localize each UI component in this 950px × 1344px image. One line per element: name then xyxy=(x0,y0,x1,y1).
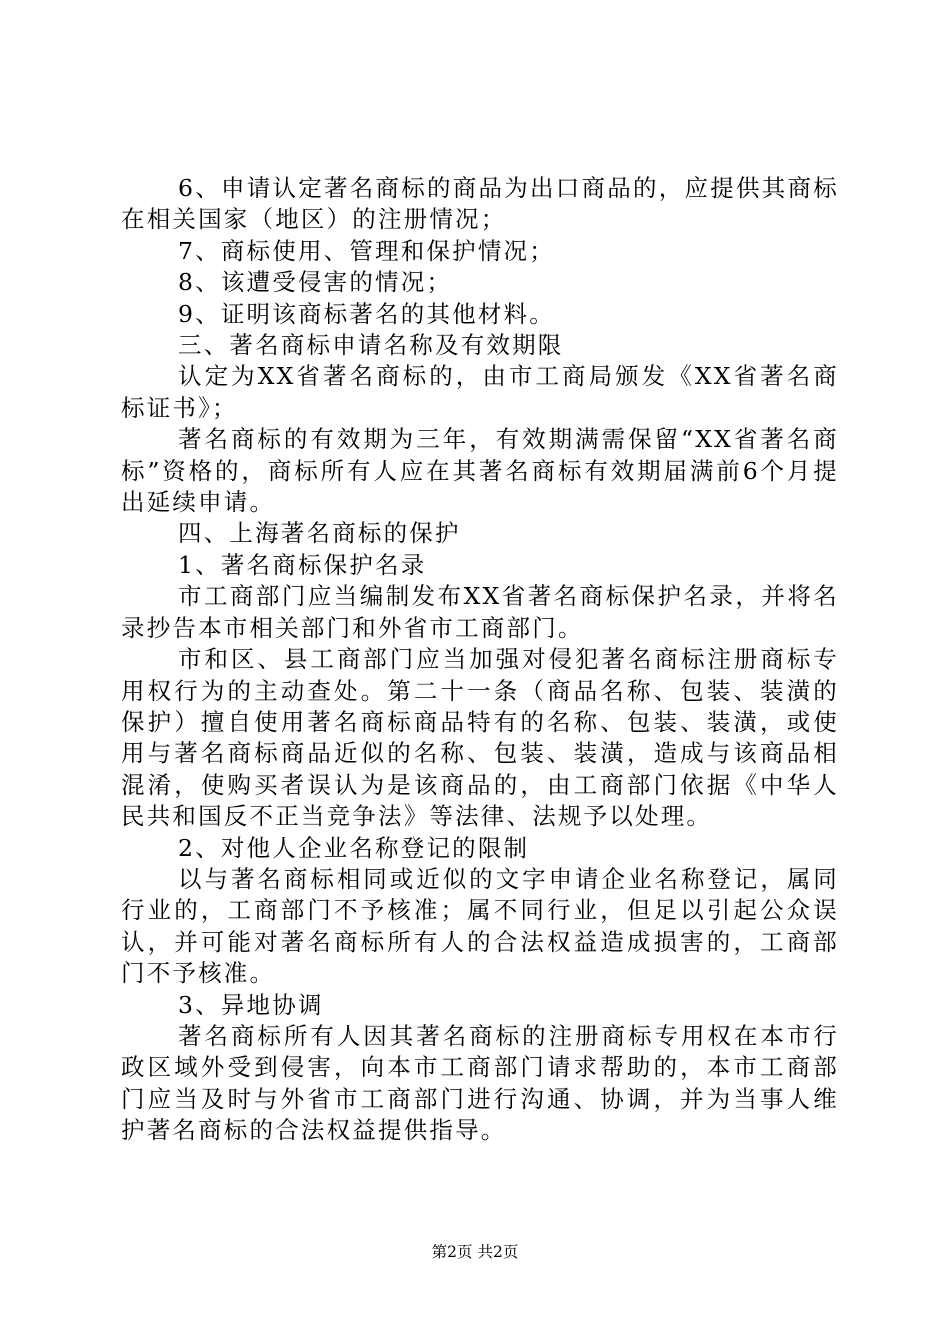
paragraph-item-7: 7、商标使用、管理和保护情况； xyxy=(178,236,555,265)
paragraph-investigation: 市和区、县工商部门应当加强对侵犯著名商标注册商标专用权行为的主动查处。第二十一条（商品名称、包装、装潢的保护）擅自使用著名商标商品特有的名称、包装、装潢，或使用与著名商标商品近似的名称、包装、装潢，造成与该商品相混淆，使购买者误认为是该商品的，由工商部门依据《中华人民共和国反不正当竞争法》等法律、法规予以处理。 xyxy=(121,645,839,831)
section-heading-4: 四、上海著名商标的保护 xyxy=(178,519,461,548)
document-body xyxy=(121,173,839,1147)
page-footer: 第2页 共2页 xyxy=(431,1243,519,1261)
paragraph-coordination: 著名商标所有人因其著名商标的注册商标专用权在本市行政区域外受到侵害，向本市工商部门请求帮助的，本市工商部门应当及时与外省市工商部门进行沟通、协调，并为当事人维护著名商标的合法权益提供指导。 xyxy=(121,1021,839,1145)
paragraph-item-6: 6、申请认定著名商标的商品为出口商品的，应提供其商标在相关国家（地区）的注册情况； xyxy=(121,174,839,234)
paragraph-item-8: 8、该遭受侵害的情况； xyxy=(178,268,453,297)
paragraph-protection-list: 市工商部门应当编制发布XX省著名商标保护名录，并将名录抄告本市相关部门和外省市工商部门。 xyxy=(121,582,839,642)
subheading-2: 2、对他人企业名称登记的限制 xyxy=(178,833,530,862)
subheading-1: 1、著名商标保护名录 xyxy=(178,550,427,579)
paragraph-certificate: 认定为XX省著名商标的，由市工商局颁发《XX省著名商标证书》； xyxy=(121,362,839,422)
subheading-3: 3、异地协调 xyxy=(178,990,324,1019)
section-heading-3: 三、著名商标申请名称及有效期限 xyxy=(178,331,564,360)
paragraph-name-registration: 以与著名商标相同或近似的文字申请企业名称登记，属同行业的，工商部门不予核准；属不同行业，但足以引起公众误认，并可能对著名商标所有人的合法权益造成损害的，工商部门不予核准。 xyxy=(121,864,839,988)
paragraph-item-9: 9、证明该商标著名的其他材料。 xyxy=(178,299,555,328)
paragraph-validity: 著名商标的有效期为三年，有效期满需保留“XX省著名商标”资格的，商标所有人应在其著名商标有效期届满前6个月提出延续申请。 xyxy=(121,425,839,517)
